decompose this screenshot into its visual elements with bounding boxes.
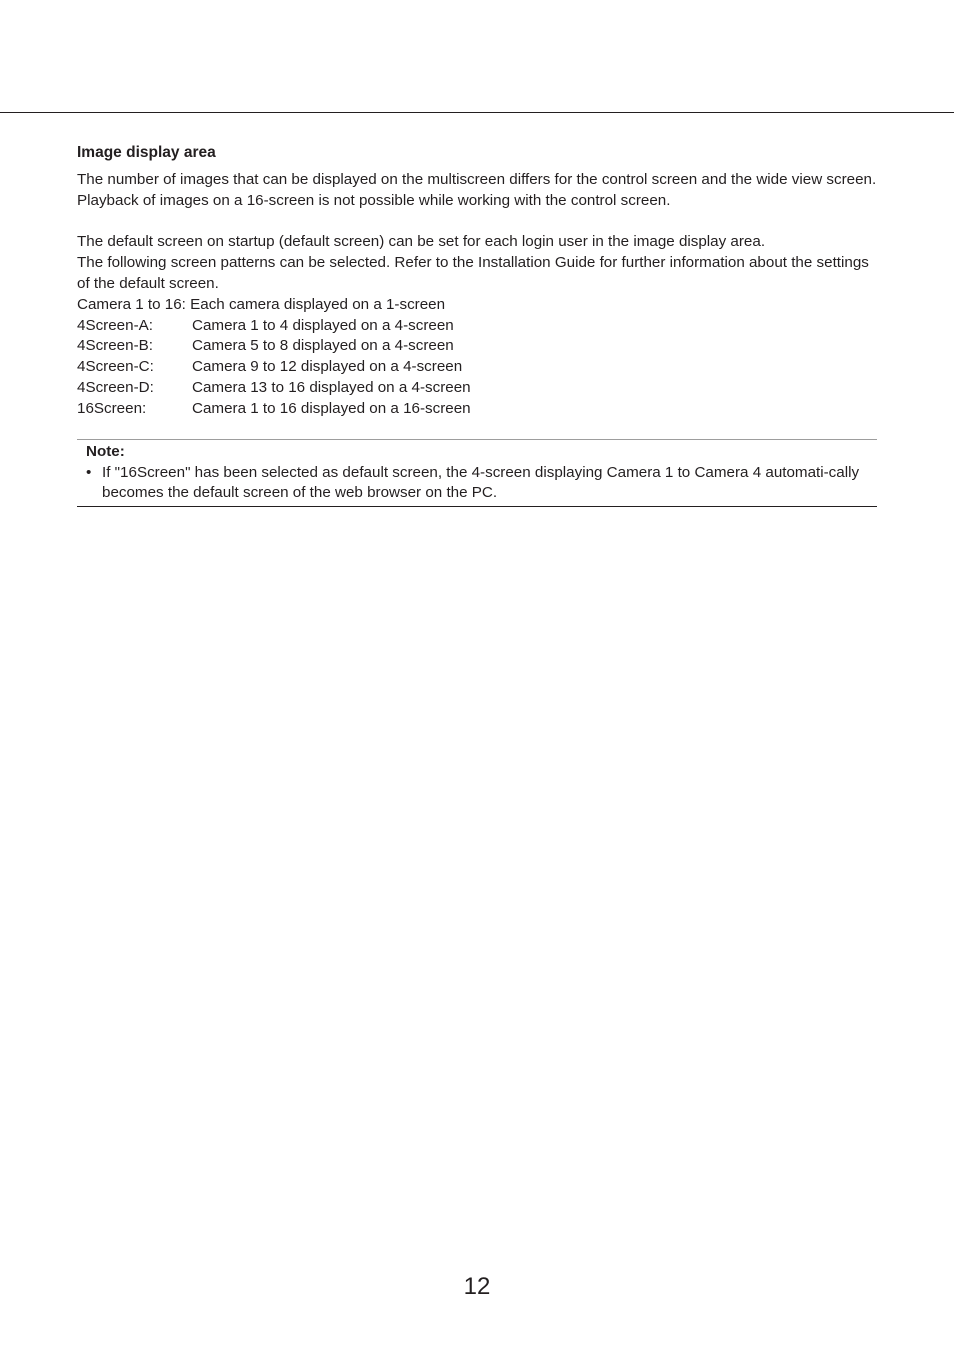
pattern-key: 16Screen:: [77, 399, 147, 417]
pattern-value: Camera 13 to 16 displayed on a 4-screen: [192, 378, 471, 396]
pattern-row-4screen-d: [77, 378, 877, 399]
pattern-row-16screen: [77, 399, 877, 420]
pattern-value: Camera 9 to 12 displayed on a 4-screen: [192, 358, 463, 376]
note-text: If "16Screen" has been selected as default screen, the 4-screen displaying Camera 1 to Camera 4 automati-cally becomes the default screen of the web browser on the PC.: [102, 463, 860, 501]
page-number: 12: [463, 1273, 491, 1300]
pattern-row-4screen-c: [77, 357, 877, 378]
header-rule: [0, 112, 954, 113]
pattern-row-4screen-b: [77, 336, 877, 357]
intro-paragraph: The number of images that can be displayed on the multiscreen differs for the control screen and the wide view screen. Playback of images on a 16-screen is not possible while working with the control screen.: [77, 171, 877, 209]
main-content: [77, 143, 877, 420]
pattern-value: Camera 1 to 16 displayed on a 16-screen: [192, 399, 471, 417]
note-box: [77, 439, 877, 507]
paragraph-spacer: [77, 212, 877, 233]
note-item: [86, 463, 877, 504]
pattern-key: 4Screen-D:: [77, 378, 154, 396]
pattern-key: 4Screen-B:: [77, 337, 153, 355]
camera-pattern-line: Camera 1 to 16: Each camera displayed on a 1-screen: [77, 295, 446, 313]
pattern-value: Camera 5 to 8 displayed on a 4-screen: [192, 337, 454, 355]
section-heading: Image display area: [77, 144, 216, 161]
pattern-value: Camera 1 to 4 displayed on a 4-screen: [192, 316, 454, 334]
default-screen-paragraph: The default screen on startup (default screen) can be set for each login user in the image display area.: [77, 233, 766, 251]
pattern-key: 4Screen-A:: [77, 316, 153, 334]
note-title: Note:: [86, 443, 125, 460]
pattern-key: 4Screen-C:: [77, 358, 154, 376]
bullet-icon: •: [86, 463, 92, 481]
screen-patterns-paragraph: The following screen patterns can be selected. Refer to the Installation Guide for further information about the settings of the default screen.: [77, 254, 869, 292]
pattern-row-4screen-a: [77, 316, 877, 337]
